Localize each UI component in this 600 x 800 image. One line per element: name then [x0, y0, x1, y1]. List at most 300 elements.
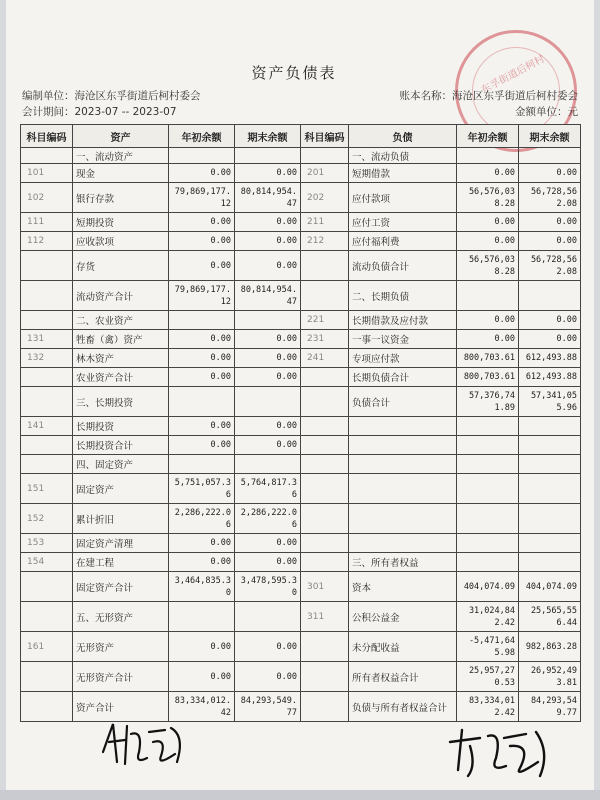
asset-end-balance — [235, 662, 301, 692]
asset-begin-balance — [169, 553, 235, 572]
asset-name-text: 固定资产清理 — [76, 539, 134, 550]
liability-begin-balance — [457, 349, 519, 368]
table-row — [21, 504, 581, 534]
table-row — [21, 387, 581, 417]
asset-begin-balance — [169, 183, 235, 213]
asset-end-balance — [235, 504, 301, 534]
asset-end-balance — [235, 387, 301, 417]
asset-code — [21, 330, 73, 349]
liability-begin-balance — [457, 417, 519, 436]
liability-name — [349, 164, 457, 183]
liability-name — [349, 213, 457, 232]
liability-end-balance — [519, 330, 581, 349]
liability-name — [349, 455, 457, 474]
asset-code-text: 111 — [27, 217, 45, 227]
liability-begin-balance — [457, 311, 519, 330]
asset-name — [73, 232, 169, 251]
asset-begin-balance — [169, 455, 235, 474]
asset-end-balance-text: 0.00 — [276, 440, 297, 450]
liability-code — [301, 455, 349, 474]
liability-name — [349, 281, 457, 311]
liability-begin-balance — [457, 164, 519, 183]
liability-code — [301, 534, 349, 553]
liability-name — [349, 311, 457, 330]
asset-code-text: 151 — [27, 483, 45, 494]
asset-code — [21, 311, 73, 330]
liability-name — [349, 572, 457, 602]
liability-name — [349, 662, 457, 692]
liability-name — [349, 602, 457, 632]
asset-name-text: 流动资产合计 — [76, 291, 134, 303]
asset-name-text: 无形资产合计 — [76, 672, 134, 684]
liability-name-text: 短期借款 — [352, 169, 391, 180]
signature-right-image — [440, 722, 560, 782]
liability-begin-balance — [457, 474, 519, 504]
liability-end-balance-text: 56,728,562.08 — [530, 186, 577, 209]
liability-end-balance-text: 404,074.09 — [525, 581, 577, 592]
liability-code — [301, 251, 349, 281]
liability-begin-balance-text: 56,576,038.28 — [468, 186, 515, 209]
liability-end-balance-text: 0.00 — [556, 334, 577, 344]
asset-code-text: 102 — [27, 192, 45, 203]
liability-name — [349, 692, 457, 722]
liability-end-balance — [519, 553, 581, 572]
asset-name — [73, 213, 169, 232]
asset-code — [21, 572, 73, 602]
liability-end-balance — [519, 662, 581, 692]
liability-code-text: 211 — [307, 217, 325, 227]
liability-code-text: 311 — [307, 611, 325, 622]
asset-end-balance — [235, 281, 301, 311]
asset-name — [73, 572, 169, 602]
liability-begin-balance — [457, 232, 519, 251]
table-row — [21, 368, 581, 387]
asset-end-balance — [235, 572, 301, 602]
asset-code — [21, 553, 73, 572]
asset-code — [21, 251, 73, 281]
liability-begin-balance — [457, 281, 519, 311]
asset-name-text: 三、长期投资 — [76, 397, 134, 409]
liability-end-balance-text: 0.00 — [556, 217, 577, 227]
asset-end-balance-text: 0.00 — [276, 641, 297, 652]
asset-begin-balance — [169, 436, 235, 455]
liability-begin-balance — [457, 183, 519, 213]
liability-code — [301, 349, 349, 368]
liability-end-balance-text: 612,493.88 — [525, 372, 577, 382]
asset-end-balance — [235, 455, 301, 474]
asset-name — [73, 281, 169, 311]
liability-end-balance — [519, 164, 581, 183]
asset-end-balance — [235, 474, 301, 504]
liability-code — [301, 572, 349, 602]
liability-name-text: 应付款项 — [352, 193, 391, 205]
asset-code-text: 141 — [27, 421, 45, 431]
liability-code — [301, 368, 349, 387]
liability-name-text: 应付福利费 — [352, 237, 400, 248]
asset-name — [73, 311, 169, 330]
liability-name — [349, 387, 457, 417]
asset-code-text: 154 — [27, 557, 45, 567]
liability-name — [349, 251, 457, 281]
liability-end-balance — [519, 692, 581, 722]
asset-end-balance-text: 2,286,222.06 — [240, 507, 297, 530]
asset-begin-balance — [169, 504, 235, 534]
liability-end-balance — [519, 251, 581, 281]
signature-left-image — [95, 712, 195, 772]
liability-end-balance — [519, 311, 581, 330]
liability-code — [301, 436, 349, 455]
asset-code — [21, 213, 73, 232]
asset-code — [21, 436, 73, 455]
photo-bottom-edge — [0, 790, 600, 800]
liability-begin-balance-text: 56,576,038.28 — [468, 254, 515, 277]
asset-end-balance — [235, 368, 301, 387]
liability-name-text: 负债与所有者权益合计 — [352, 702, 448, 714]
liability-name — [349, 368, 457, 387]
liability-end-balance — [519, 349, 581, 368]
asset-begin-balance-text: 0.00 — [210, 334, 231, 344]
asset-name — [73, 330, 169, 349]
asset-code — [21, 662, 73, 692]
col-header-code: 科目编码 — [21, 125, 73, 148]
asset-begin-balance — [169, 164, 235, 183]
asset-end-balance — [235, 148, 301, 164]
unit-label: 编制单位： — [22, 90, 75, 102]
asset-code — [21, 417, 73, 436]
asset-name — [73, 602, 169, 632]
table-row — [21, 349, 581, 368]
asset-end-balance — [235, 164, 301, 183]
liability-name — [349, 148, 457, 164]
asset-begin-balance — [169, 213, 235, 232]
asset-begin-balance-text: 0.00 — [210, 538, 231, 548]
asset-code — [21, 387, 73, 417]
balance-sheet-table — [20, 124, 581, 722]
table-row — [21, 436, 581, 455]
asset-begin-balance — [169, 534, 235, 553]
asset-name-text: 累计折旧 — [76, 514, 115, 526]
liability-name — [349, 534, 457, 553]
liability-name-text: 公积公益金 — [352, 612, 400, 624]
asset-end-balance-text: 80,814,954.47 — [240, 186, 297, 209]
asset-code — [21, 692, 73, 722]
asset-begin-balance — [169, 572, 235, 602]
liability-code — [301, 311, 349, 330]
liability-name-text: 三、所有者权益 — [352, 558, 419, 569]
asset-code-text: 132 — [27, 353, 45, 363]
liability-code — [301, 474, 349, 504]
asset-begin-balance-text: 83,334,012.42 — [174, 695, 231, 718]
asset-code — [21, 281, 73, 311]
asset-end-balance-text: 0.00 — [276, 372, 297, 382]
liability-end-balance-text: 56,728,562.08 — [530, 254, 577, 277]
asset-end-balance-text: 0.00 — [276, 353, 297, 363]
asset-code-text: 153 — [27, 538, 45, 548]
asset-end-balance — [235, 553, 301, 572]
table-row — [21, 662, 581, 692]
liability-code-text: 231 — [307, 334, 325, 344]
liability-name-text: 未分配收益 — [352, 642, 400, 654]
liability-begin-balance — [457, 692, 519, 722]
liability-begin-balance — [457, 436, 519, 455]
liability-begin-balance-text: -5,471,645.98 — [468, 635, 515, 658]
liability-name — [349, 474, 457, 504]
table-row — [21, 251, 581, 281]
liability-code-text: 202 — [307, 192, 325, 203]
asset-name-text: 农业资产合计 — [76, 373, 134, 384]
asset-begin-balance — [169, 349, 235, 368]
table-row — [21, 474, 581, 504]
asset-end-balance — [235, 349, 301, 368]
unit-line — [22, 88, 201, 103]
asset-name-text: 长期投资合计 — [76, 441, 134, 452]
liability-begin-balance — [457, 251, 519, 281]
asset-name — [73, 148, 169, 164]
table-row — [21, 572, 581, 602]
liability-end-balance-text: 0.00 — [556, 236, 577, 246]
asset-code-text: 131 — [27, 334, 45, 344]
asset-end-balance-text: 5,764,817.36 — [240, 477, 297, 500]
asset-begin-balance-text: 79,869,177.12 — [174, 284, 231, 307]
period-label: 会计期间： — [22, 106, 75, 118]
liability-code-text: 301 — [307, 581, 325, 592]
liability-name-text: 流动负债合计 — [352, 261, 410, 273]
liability-name-text: 应付工资 — [352, 218, 391, 229]
liability-end-balance-text: 25,565,556.44 — [530, 605, 577, 628]
liability-begin-balance — [457, 213, 519, 232]
asset-code-text: 161 — [27, 641, 45, 652]
liability-code — [301, 632, 349, 662]
col-header-begin: 年初余额 — [457, 125, 519, 148]
table-row — [21, 534, 581, 553]
liability-code — [301, 281, 349, 311]
asset-code-text: 112 — [27, 236, 45, 246]
asset-end-balance — [235, 436, 301, 455]
period-value: 2023-07 -- 2023-07 — [74, 106, 177, 118]
asset-code-text: 152 — [27, 513, 45, 524]
asset-begin-balance-text: 79,869,177.12 — [174, 186, 231, 209]
asset-name — [73, 632, 169, 662]
asset-begin-balance — [169, 387, 235, 417]
liability-code — [301, 164, 349, 183]
liability-name-text: 一、流动负债 — [352, 151, 410, 163]
liability-begin-balance-text: 0.00 — [494, 168, 515, 178]
asset-end-balance — [235, 232, 301, 251]
liability-end-balance — [519, 436, 581, 455]
asset-begin-balance-text: 0.00 — [210, 236, 231, 246]
account-value: 海沧区东孚街道后柯村委会 — [452, 90, 578, 102]
asset-name — [73, 534, 169, 553]
liability-begin-balance-text: 0.00 — [494, 217, 515, 227]
liability-begin-balance-text: 31,024,842.42 — [468, 605, 515, 628]
liability-code — [301, 602, 349, 632]
asset-name-text: 五、无形资产 — [76, 612, 134, 624]
liability-begin-balance — [457, 330, 519, 349]
liability-name-text: 资本 — [352, 582, 372, 594]
liability-name — [349, 183, 457, 213]
asset-code — [21, 455, 73, 474]
asset-end-balance — [235, 632, 301, 662]
liability-end-balance — [519, 232, 581, 251]
liability-begin-balance — [457, 572, 519, 602]
asset-name — [73, 183, 169, 213]
asset-begin-balance — [169, 662, 235, 692]
liability-end-balance — [519, 387, 581, 417]
unit-value: 海沧区东孚街道后柯村委会 — [74, 90, 201, 102]
account-label: 账本名称： — [399, 90, 452, 102]
liability-end-balance — [519, 474, 581, 504]
liability-end-balance — [519, 534, 581, 553]
asset-name-text: 四、固定资产 — [76, 460, 134, 471]
account-line — [400, 88, 579, 103]
liability-name — [349, 330, 457, 349]
liability-name-text: 一事一议资金 — [352, 335, 410, 346]
asset-end-balance — [235, 251, 301, 281]
asset-end-balance-text: 0.00 — [276, 168, 297, 178]
liability-code-text: 212 — [307, 236, 325, 246]
asset-end-balance — [235, 213, 301, 232]
liability-code-text: 201 — [307, 168, 325, 178]
liability-begin-balance — [457, 368, 519, 387]
liability-begin-balance — [457, 553, 519, 572]
liability-end-balance-text: 982,863.28 — [525, 641, 577, 652]
table-row — [21, 232, 581, 251]
liability-end-balance — [519, 572, 581, 602]
asset-name-text: 固定资产合计 — [76, 582, 134, 594]
asset-begin-balance — [169, 602, 235, 632]
liability-end-balance-text: 0.00 — [556, 315, 577, 325]
asset-begin-balance-text: 0.00 — [210, 421, 231, 431]
seal-text: 东孚街道后柯村 — [479, 53, 547, 97]
liability-name — [349, 417, 457, 436]
liability-begin-balance — [457, 602, 519, 632]
liability-end-balance-text: 84,293,549.77 — [530, 695, 577, 718]
asset-name — [73, 553, 169, 572]
liability-begin-balance-text: 83,334,012.42 — [468, 695, 515, 718]
table-row — [21, 213, 581, 232]
asset-begin-balance-text: 2,286,222.06 — [174, 507, 231, 530]
asset-code — [21, 148, 73, 164]
liability-code — [301, 662, 349, 692]
asset-end-balance-text: 0.00 — [276, 671, 297, 682]
asset-name-text: 牲畜（禽）资产 — [76, 335, 143, 346]
asset-end-balance — [235, 311, 301, 330]
liability-begin-balance-text: 25,957,270.53 — [468, 665, 515, 688]
liability-name — [349, 553, 457, 572]
asset-end-balance — [235, 183, 301, 213]
asset-name-text: 长期投资 — [76, 422, 115, 433]
liability-name-text: 长期负债合计 — [352, 373, 410, 384]
liability-end-balance-text: 0.00 — [556, 168, 577, 178]
liability-begin-balance-text: 800,703.61 — [463, 372, 515, 382]
table-row — [21, 553, 581, 572]
asset-name-text: 短期投资 — [76, 218, 115, 229]
asset-begin-balance-text: 0.00 — [210, 260, 231, 271]
liability-begin-balance-text: 800,703.61 — [463, 353, 515, 363]
asset-begin-balance — [169, 330, 235, 349]
liability-code — [301, 148, 349, 164]
liability-code — [301, 213, 349, 232]
liability-name — [349, 436, 457, 455]
asset-name — [73, 368, 169, 387]
liability-name — [349, 232, 457, 251]
liability-code — [301, 232, 349, 251]
liability-end-balance — [519, 417, 581, 436]
liability-end-balance — [519, 183, 581, 213]
asset-begin-balance-text: 0.00 — [210, 217, 231, 227]
liability-end-balance-text: 26,952,493.81 — [530, 665, 577, 688]
asset-begin-balance-text: 3,464,835.30 — [174, 575, 231, 598]
asset-begin-balance-text: 0.00 — [210, 168, 231, 178]
asset-begin-balance — [169, 417, 235, 436]
col-header-assets: 资产 — [73, 125, 169, 148]
liability-name — [349, 504, 457, 534]
asset-end-balance-text: 0.00 — [276, 217, 297, 227]
liability-begin-balance — [457, 632, 519, 662]
liability-begin-balance — [457, 662, 519, 692]
liability-begin-balance — [457, 387, 519, 417]
liability-name — [349, 349, 457, 368]
asset-end-balance-text: 0.00 — [276, 421, 297, 431]
asset-name-text: 无形资产 — [76, 642, 115, 654]
table-row — [21, 455, 581, 474]
liability-end-balance-text: 57,341,055.96 — [530, 390, 577, 413]
liability-end-balance — [519, 455, 581, 474]
liability-begin-balance — [457, 534, 519, 553]
liability-end-balance — [519, 148, 581, 164]
asset-name-text: 二、农业资产 — [76, 316, 134, 327]
liability-end-balance — [519, 368, 581, 387]
asset-end-balance-text: 3,478,595.30 — [240, 575, 297, 598]
asset-end-balance-text: 84,293,549.77 — [240, 695, 297, 718]
liability-code — [301, 692, 349, 722]
liability-end-balance — [519, 632, 581, 662]
col-header-end: 期末余额 — [519, 125, 581, 148]
asset-name-text: 存货 — [76, 261, 96, 273]
asset-begin-balance-text: 0.00 — [210, 557, 231, 567]
col-header-end: 期末余额 — [235, 125, 301, 148]
asset-name-text: 一、流动资产 — [76, 151, 134, 163]
liability-begin-balance-text: 0.00 — [494, 315, 515, 325]
liability-code — [301, 330, 349, 349]
asset-begin-balance-text: 0.00 — [210, 641, 231, 652]
asset-name — [73, 251, 169, 281]
asset-end-balance — [235, 692, 301, 722]
liability-code — [301, 387, 349, 417]
asset-code — [21, 368, 73, 387]
liability-code — [301, 183, 349, 213]
liability-end-balance — [519, 281, 581, 311]
asset-end-balance — [235, 330, 301, 349]
period-line — [22, 104, 177, 119]
table-row — [21, 417, 581, 436]
asset-name-text: 在建工程 — [76, 558, 115, 569]
asset-name-text: 林木资产 — [76, 354, 115, 365]
asset-end-balance-text: 0.00 — [276, 236, 297, 246]
liability-end-balance — [519, 602, 581, 632]
col-header-begin: 年初余额 — [169, 125, 235, 148]
liability-code-text: 241 — [307, 353, 325, 363]
asset-code — [21, 504, 73, 534]
asset-begin-balance-text: 0.00 — [210, 671, 231, 682]
asset-begin-balance-text: 5,751,057.36 — [174, 477, 231, 500]
header-row — [21, 125, 581, 148]
asset-name-text: 银行存款 — [76, 193, 115, 205]
table-row — [21, 183, 581, 213]
liability-code — [301, 504, 349, 534]
asset-begin-balance-text: 0.00 — [210, 353, 231, 363]
asset-name-text: 应收款项 — [76, 237, 115, 248]
